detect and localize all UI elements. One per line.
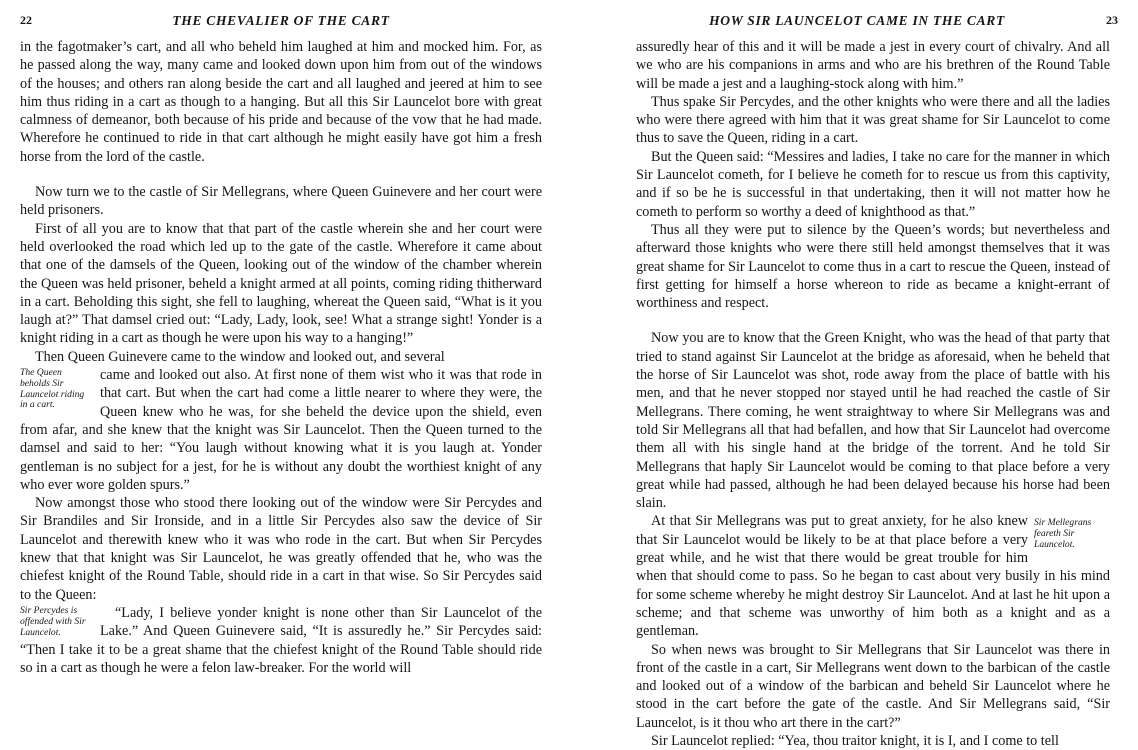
running-header <box>20 13 542 31</box>
paragraph: came and looked out also. At first none of them wist who it was that rode in that cart. But when the cart had come a little nearer to where they were, the Queen knew who he was, for she beheld the device upon the shield, even from afar, and she knew that the knight was Sir Launcelot. Then the Queen turned to the damsel and said to her: “You laugh without knowing what it is you laugh at. Yonder gentleman is no subject for a jest, for he is without any doubt the worthiest knight of any who ever wore golden spurs.” <box>20 367 542 493</box>
paragraph: But the Queen said: “Messires and ladies, I take no care for the manner in which Sir Launcelot cometh, for I believe he cometh for to rescue us from this captivity, and if so be he is successful in that undertaking, then it will not matter how he cometh to perform so worthy a deed of knighthood as that.” <box>636 148 1110 220</box>
paragraph: “Lady, I believe yonder knight is none other than Sir Launcelot of the Lake.” And Queen Guinevere said, “It is assuredly he.” Sir Percydes said: “Then I take it to be a great shame that the chiefest knight of the Round Table should ride so in a cart as though he were a felon law-breaker. For the world will <box>20 604 542 676</box>
page-body <box>20 38 542 677</box>
page-number: 22 <box>20 13 32 27</box>
left-page <box>0 0 562 717</box>
paragraph: assuredly hear of this and it will be made a jest in every court of chivalry. And all we who are his companions in arms and who are his brethren of the Round Table will be made a jest and a laughing-stock along with him.” <box>636 39 1110 92</box>
running-title: THE CHEVALIER OF THE CART <box>172 13 390 28</box>
running-title: HOW SIR LAUNCELOT CAME IN THE CART <box>709 13 1005 28</box>
marginal-note: Sir Percydes is offended with Sir Launcelot. <box>20 604 86 638</box>
paragraph: Then Queen Guinevere came to the window and looked out, and several <box>35 348 445 365</box>
running-header <box>596 13 1118 31</box>
paragraph: Sir Launcelot replied: “Yea, thou traitor knight, it is I, and I come to tell <box>651 732 1059 749</box>
paragraph: Now turn we to the castle of Sir Mellegrans, where Queen Guinevere and her court were held prisoners. <box>20 184 542 219</box>
paragraph: At that Sir Mellegrans was put to great anxiety, for he also knew that Sir Launcelot would be likely to be at that place before a very great while, and he wist that there would be great trouble for him when that should come to pass. So he began to cast about very busily in his mind for some scheme whereby he might destroy Sir Launcelot. And at last he hit upon a scheme; and that scheme was unworthy of him both as a knight and as a gentleman. <box>636 513 1110 640</box>
paragraph: So when news was brought to Sir Mellegrans that Sir Launcelot was there in front of the castle in a cart, Sir Mellegrans went down to the barbican of the castle and looked out of a window of the barbican and beheld Sir Launcelot where he stood in the cart before the gate of the castle. And Sir Mellegrans said, “Sir Launcelot, is it thou who art there in the cart?” <box>636 641 1110 731</box>
marginal-note: The Queen beholds Sir Launcelot riding in a cart. <box>20 367 85 411</box>
paragraph: Now amongst those who stood there looking out of the window were Sir Percydes and Sir Brandiles and Sir Ironside, and in a little Sir Percydes also saw the device of Sir Launcelot and therewith knew who it was who rode in the cart. But when Sir Percydes knew that that knight was Sir Launcelot, he was greatly offended that he, who was the chiefest knight of the Round Table, should ride in a cart in that wise. So Sir Percydes said to the Queen: <box>20 495 542 603</box>
marginal-note: Sir Mellegrans feareth Sir Launcelot. <box>1034 517 1092 551</box>
paragraph: Thus spake Sir Percydes, and the other knights who were there and all the ladies who were there agreed with him that it was great shame for Sir Launcelot to come thus to save the Queen, riding in a cart. <box>636 93 1110 147</box>
paragraph: Thus all they were put to silence by the Queen’s words; but nevertheless and afterward those knights who were there still held amongst themselves that it was great shame for Sir Launcelot to come thus in a cart to rescue the Queen, instead of first getting for himself a horse whereon to ride as became a knight-errant of worthiness and respect. <box>636 221 1110 312</box>
paragraph: Now you are to know that the Green Knight, who was the head of that party that tried to stand against Sir Launcelot at the bridge as aforesaid, when he beheld that the horse of Sir Launcelot was shot, rode away from the place of battle with his men, and that he never stopped nor stayed until he had reached the castle of Sir Mellegrans. There coming, he went straightway to where Sir Mellegrans was and told Sir Mellegrans all that had befallen, and how that Sir Launcelot had overcome them all with his single hand at the bridge of the torrent. And he told Sir Mellegrans that haply Sir Launcelot would be coming to that place before a very great while had passed, although he had been delayed because his horse had been slain. <box>636 330 1110 512</box>
page-number: 23 <box>1106 13 1118 27</box>
right-page <box>576 0 1138 749</box>
page-body <box>636 38 1110 750</box>
paragraph: First of all you are to know that that part of the castle wherein she and her court were held overlooked the road which led up to the gate of the castle. Wherefore it came about that one of the damsels of the Queen, looking out of the window of the chamber wherein the Queen was held prisoner, beheld a knight armed at all points, coming riding thitherward in a cart. Beholding this sight, she fell to laughing, whereat the Queen said, “What is it you laugh at?” That damsel cried out: “Lady, Lady, look, see! What a strange sight! Yonder is a knight riding in a cart as though he were upon his way to a hanging!” <box>20 220 542 347</box>
paragraph: in the fagotmaker’s cart, and all who beheld him laughed at him and mocked him. For, as he passed along the way, many came and looked down upon him from out of the windows of the houses; and others ran along beside the cart and all laughed and jeered at him to see him thus riding in a cart as though to a hanging. But all this Sir Launcelot bore with great calmness of demeanor, both because of his pride and because of the vow that he had made. Wherefore he continued to ride in that cart although he might easily have got him a fresh horse from the lord of the castle. <box>20 39 542 165</box>
